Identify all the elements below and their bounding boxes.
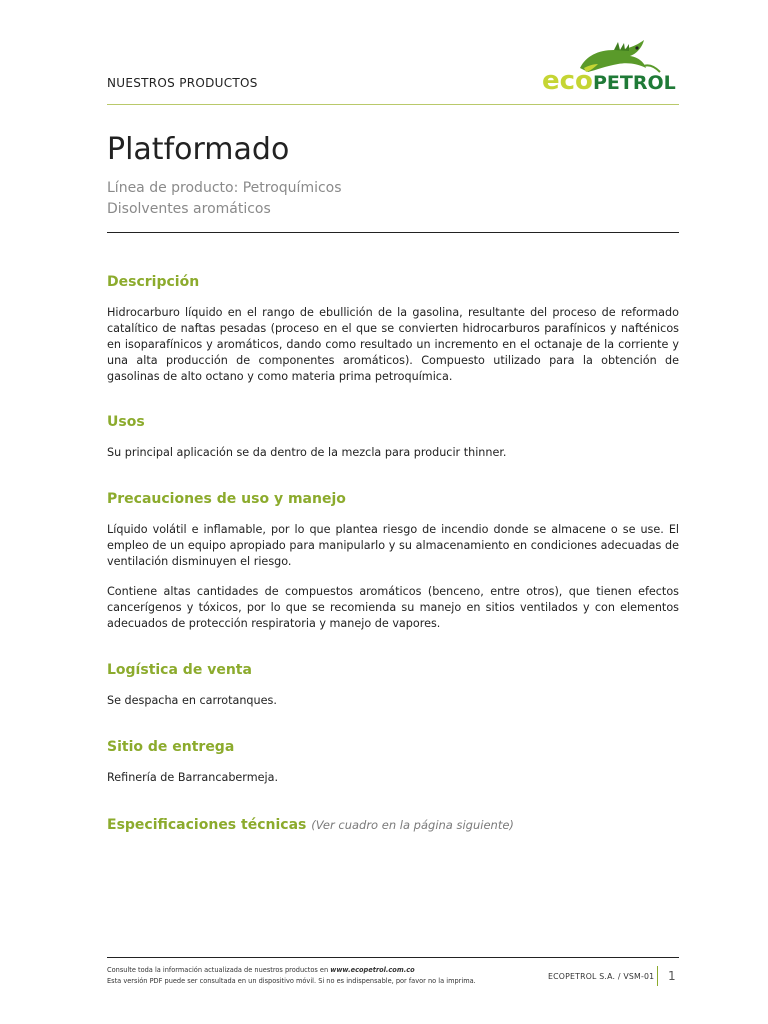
- footer-divider: [107, 957, 679, 958]
- heading-sitio: Sitio de entrega: [107, 739, 235, 755]
- heading-descripcion: Descripción: [107, 274, 200, 290]
- logo-eco-text: eco: [542, 66, 593, 94]
- text-precauciones-1: Líquido volátil e inflamable, por lo que plantea riesgo de incendio donde se almacene o se use. El empleo de un equipo apropiado para manipularlo y su almacenamiento en condiciones adecuadas de ventilación disminuyen el riesgo.: [107, 523, 679, 568]
- title-divider: [107, 232, 679, 233]
- heading-usos: Usos: [107, 414, 145, 430]
- ecopetrol-logo: [540, 38, 682, 94]
- footer-notice: [107, 965, 476, 987]
- page-title: Platformado: [107, 132, 290, 167]
- page-number: 1: [668, 969, 676, 983]
- footer-line-1: [107, 965, 476, 976]
- text-precauciones-2: Contiene altas cantidades de compuestos aromáticos (benceno, entre otros), que tienen efectos cancerígenos y tóxicos, por lo que se recomienda su manejo en sitios ventilados y con elementos adecuados de protección respiratoria y manejo de vapores.: [107, 585, 679, 630]
- ecopetrol-logo-graphic: [540, 38, 682, 94]
- section-label: NUESTROS PRODUCTOS: [107, 76, 258, 90]
- logo-petrol-text: PETROL: [593, 72, 676, 94]
- footer-line-2: Esta versión PDF puede ser consultada en un dispositivo móvil. Si no es indispensable, por favor no la imprima.: [107, 977, 476, 985]
- heading-especificaciones: [107, 817, 514, 834]
- text-usos: Su principal aplicación se da dentro de la mezcla para producir thinner.: [107, 446, 507, 459]
- footer-line-1-text: Consulte toda la información actualizada de nuestros productos en: [107, 966, 331, 974]
- heading-especificaciones-text: Especificaciones técnicas: [107, 817, 307, 833]
- heading-logistica: Logística de venta: [107, 662, 252, 678]
- text-descripcion: Hidrocarburo líquido en el rango de ebullición de la gasolina, resultante del proceso de reformado catalítico de naftas pesadas (proceso en el que se convierten hidrocarburos parafínicos y nafténicos en isoparafínicos y aromáticos, dando como resultado un incremento en el octanaje de la corriente y una alta producción de componentes aromáticos). Compuesto utilizado para la obtención de gasolinas de alto octano y como materia prima petroquímica.: [107, 306, 679, 383]
- footer-company: ECOPETROL S.A. / VSM-01: [548, 972, 655, 981]
- text-sitio: Refinería de Barrancabermeja.: [107, 771, 279, 784]
- heading-precauciones: Precauciones de uso y manejo: [107, 491, 346, 507]
- header-divider: [107, 104, 679, 105]
- footer-link[interactable]: www.ecopetrol.com.co: [330, 966, 415, 974]
- especificaciones-note: (Ver cuadro en la página siguiente): [311, 818, 514, 832]
- product-category: Disolventes aromáticos: [107, 201, 271, 217]
- text-logistica: Se despacha en carrotanques.: [107, 694, 277, 707]
- product-line: Línea de producto: Petroquímicos: [107, 180, 342, 196]
- footer-separator: [657, 966, 658, 986]
